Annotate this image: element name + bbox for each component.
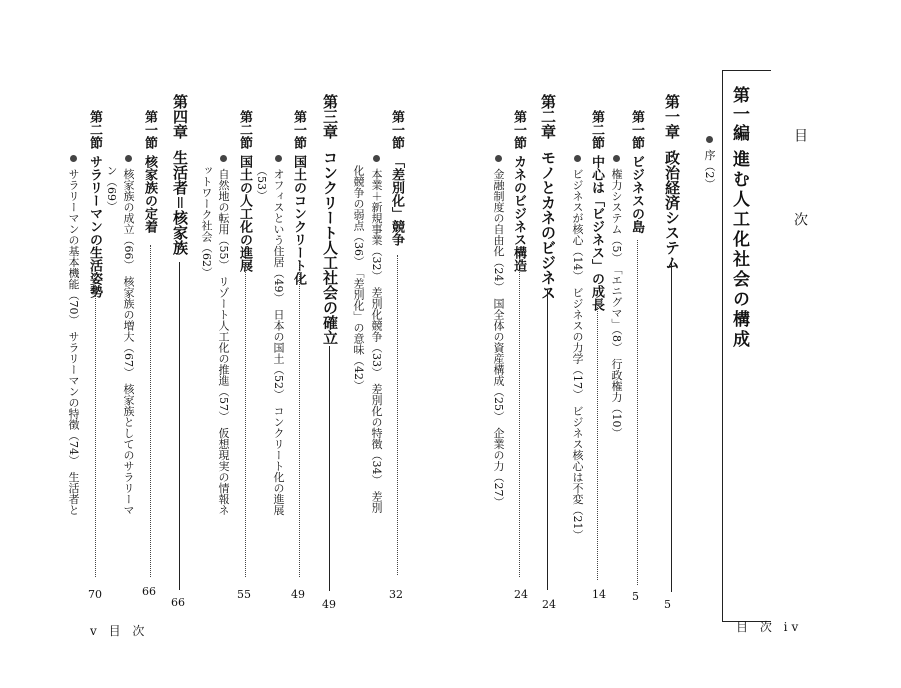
leader-dots xyxy=(299,262,300,577)
leader-dots xyxy=(597,305,598,580)
section-label[interactable]: 第一節 xyxy=(629,110,644,149)
bullet-icon xyxy=(125,155,132,162)
footer-left: v 目 次 xyxy=(90,624,149,638)
page-number: 70 xyxy=(88,588,102,601)
bullet-icon xyxy=(275,155,282,162)
section-title[interactable]: 国土の人工化の進展 xyxy=(237,155,252,272)
leader-line xyxy=(671,262,672,592)
page-number: 66 xyxy=(171,596,185,609)
section-items: サラリーマンの基本機能（70） サラリーマンの特徴（74） 生活者と xyxy=(68,155,79,516)
section-title[interactable]: カネのビジネス構造 xyxy=(511,155,526,272)
section-items: 権力システム（5） 「エニグマ」（8） 行政権力（10） xyxy=(611,155,622,439)
section-items-continued: ットワーク社会（62） xyxy=(200,165,213,278)
chapter-2-label[interactable]: 第二章 xyxy=(539,94,557,139)
page-number: 49 xyxy=(322,598,336,611)
chapter-1-title[interactable]: 政治経済システム xyxy=(663,150,681,270)
section-label[interactable]: 第二節 xyxy=(237,110,252,149)
page-number: 49 xyxy=(291,588,305,601)
chapter-1-label[interactable]: 第一章 xyxy=(663,94,681,139)
chapter-4-label[interactable]: 第四章 xyxy=(171,94,189,139)
chapter-3-title[interactable]: コンクリート人工社会の確立 xyxy=(321,150,339,345)
page-number: 14 xyxy=(592,588,606,601)
bullet-icon xyxy=(574,155,581,162)
section-items: 自然地の転用（55） リゾート人工化の推進（57） 仮想現実の情報ネ xyxy=(218,155,229,516)
section-title[interactable]: 国土のコンクリート化 xyxy=(291,155,306,285)
bullet-icon xyxy=(613,155,620,162)
chapter-4-title[interactable]: 生活者＝核家族 xyxy=(171,150,189,256)
page-header: 目 次 xyxy=(792,128,808,254)
leader-dots xyxy=(245,250,246,577)
section-label[interactable]: 第一節 xyxy=(291,110,306,149)
section-title[interactable]: サラリーマンの生活姿勢 xyxy=(87,155,102,298)
page-number: 5 xyxy=(664,598,671,611)
section-title[interactable]: 核家族の定着 xyxy=(142,155,157,233)
page-number: 24 xyxy=(542,598,556,611)
section-items: ビジネスが核心（14） ビジネスの力学（17） ビジネス核心は不変（21） xyxy=(572,155,583,541)
footer-right: 目 次 iv xyxy=(736,620,803,634)
page-number: 55 xyxy=(237,588,251,601)
chapter-3-label[interactable]: 第三章 xyxy=(321,94,339,139)
page-number: 66 xyxy=(142,585,156,598)
section-items-continued: 化競争の弱点（36） 「差別化」の意味（42） xyxy=(352,165,365,391)
section-label[interactable]: 第二節 xyxy=(589,110,604,149)
leader-dots xyxy=(519,272,520,577)
page-number: 32 xyxy=(389,588,403,601)
section-title[interactable]: ビジネスの島 xyxy=(629,155,644,233)
part-label: 第一編 xyxy=(729,86,749,143)
bullet-icon xyxy=(495,155,502,162)
section-label[interactable]: 第一節 xyxy=(389,110,404,149)
page-number: 5 xyxy=(632,590,639,603)
section-label[interactable]: 第二節 xyxy=(87,110,102,149)
section-items: 核家族の成立（66） 核家族の増大（67） 核家族としてのサラリーマ xyxy=(123,155,134,516)
section-items-continued: ン（69） xyxy=(105,165,118,212)
leader-line xyxy=(547,290,548,590)
bullet-icon xyxy=(220,155,227,162)
leader-dots xyxy=(397,255,398,575)
leader-dots xyxy=(150,245,151,577)
bullet-icon xyxy=(70,155,77,162)
page-number: 24 xyxy=(514,588,528,601)
leader-line xyxy=(329,346,330,591)
part-title: 進む人工化社会の構成 xyxy=(729,150,749,350)
section-title[interactable]: 「差別化」競争 xyxy=(389,155,404,246)
chapter-2-title[interactable]: モノとカネのビジネス xyxy=(539,150,557,300)
bullet-icon xyxy=(373,155,380,162)
section-items: 金融制度の自由化（24） 国全体の資産構成（25） 企業の力（27） xyxy=(493,155,504,508)
leader-dots xyxy=(95,285,96,577)
section-label[interactable]: 第一節 xyxy=(142,110,157,149)
section-items: 本業＋新規事業（32） 差別化競争（33） 差別化の特徴（34） 差別 xyxy=(371,155,382,513)
preface-entry[interactable]: 序（2） xyxy=(704,136,715,190)
leader-line xyxy=(179,262,180,590)
bullet-icon xyxy=(706,136,713,143)
leader-dots xyxy=(637,240,638,585)
section-items: オフィスという住居（49） 日本の国土（52） コンクリート化の進展 xyxy=(273,155,284,516)
section-title[interactable]: 中心は「ビジネス」の成長 xyxy=(589,155,604,311)
section-label[interactable]: 第一節 xyxy=(511,110,526,149)
section-items-continued: （53） xyxy=(255,165,268,201)
